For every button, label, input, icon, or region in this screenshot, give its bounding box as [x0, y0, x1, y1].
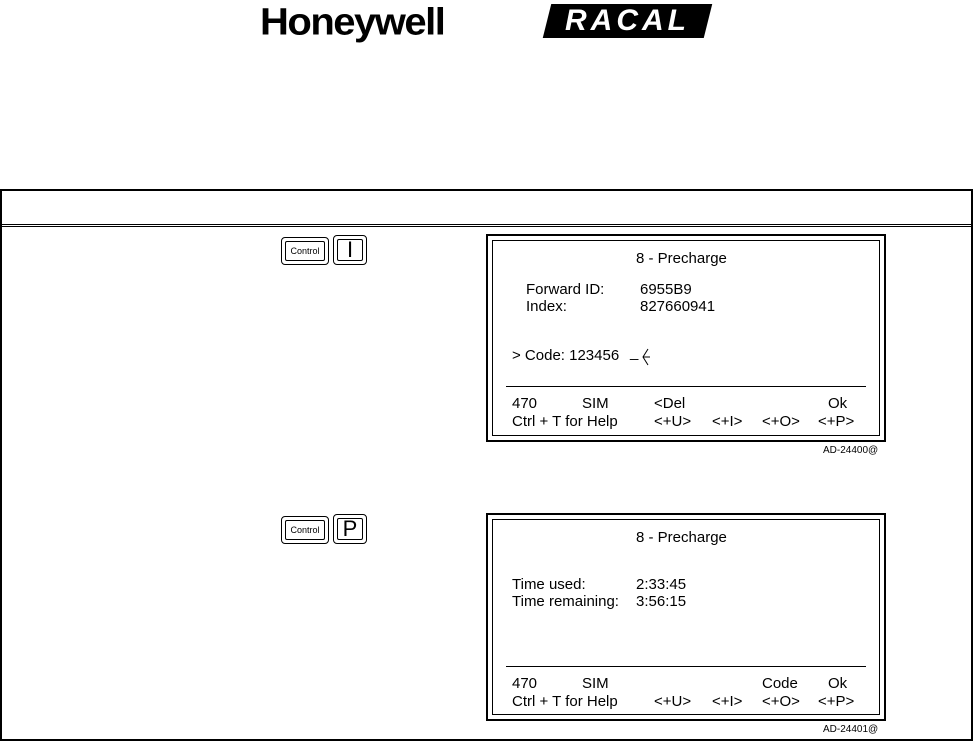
softkey-label-code: Code	[762, 675, 798, 692]
time-remaining-label: Time remaining:	[512, 593, 619, 610]
time-used-label: Time used:	[512, 576, 586, 593]
screen-title: 8 - Precharge	[636, 529, 727, 546]
control-key-1[interactable]	[281, 237, 329, 265]
figure-code-1: AD-24400@	[823, 445, 879, 456]
softkey-label-2: SIM	[582, 675, 609, 692]
softkey-label-1: 470	[512, 395, 538, 412]
precharge-code-screen	[486, 234, 886, 442]
control-key-1-label: Control	[285, 241, 325, 261]
softkey-u: <+U>	[654, 693, 692, 710]
screen-inner-border	[492, 519, 880, 715]
screen-divider	[506, 386, 866, 387]
softkey-p: <+P>	[818, 693, 855, 710]
honeywell-logo: Honeywell	[260, 1, 445, 43]
help-hint: Ctrl + T for Help	[512, 693, 618, 710]
p-key-label: P	[337, 518, 363, 540]
forward-id-value: 6955B9	[640, 281, 692, 298]
cursor-blink-icon	[641, 348, 651, 366]
forward-id-label: Forward ID:	[526, 281, 605, 298]
softkey-label-ok: Ok	[828, 675, 848, 692]
softkey-i: <+I>	[712, 693, 743, 710]
racal-logo	[543, 4, 712, 38]
softkey-i: <+I>	[712, 413, 743, 430]
screen-title: 8 - Precharge	[636, 250, 727, 267]
softkey-label-2: SIM	[582, 395, 609, 412]
softkey-label-3: <Del	[654, 395, 686, 412]
i-key[interactable]	[333, 235, 367, 265]
screen-divider	[506, 666, 866, 667]
softkey-p: <+P>	[818, 413, 855, 430]
p-key[interactable]	[333, 514, 367, 544]
control-key-2[interactable]	[281, 516, 329, 544]
softkey-u: <+U>	[654, 413, 692, 430]
softkey-label-1: 470	[512, 675, 538, 692]
index-value: 827660941	[640, 298, 716, 315]
index-label: Index:	[526, 298, 567, 315]
softkey-o: <+O>	[762, 693, 800, 710]
i-key-label: I	[337, 239, 363, 261]
help-hint: Ctrl + T for Help	[512, 413, 618, 430]
control-key-2-label: Control	[285, 520, 325, 540]
code-prompt: > Code: 123456	[512, 347, 620, 364]
racal-logo-text: RACAL	[565, 4, 690, 37]
softkey-label-ok: Ok	[828, 395, 848, 412]
time-used-value: 2:33:45	[636, 576, 687, 593]
screen-inner-border	[492, 240, 880, 436]
time-remaining-value: 3:56:15	[636, 593, 687, 610]
figure-code-2: AD-24401@	[823, 724, 879, 735]
precharge-time-screen	[486, 513, 886, 721]
softkey-o: <+O>	[762, 413, 800, 430]
frame-header	[2, 191, 971, 227]
code-cursor: _	[630, 344, 639, 361]
